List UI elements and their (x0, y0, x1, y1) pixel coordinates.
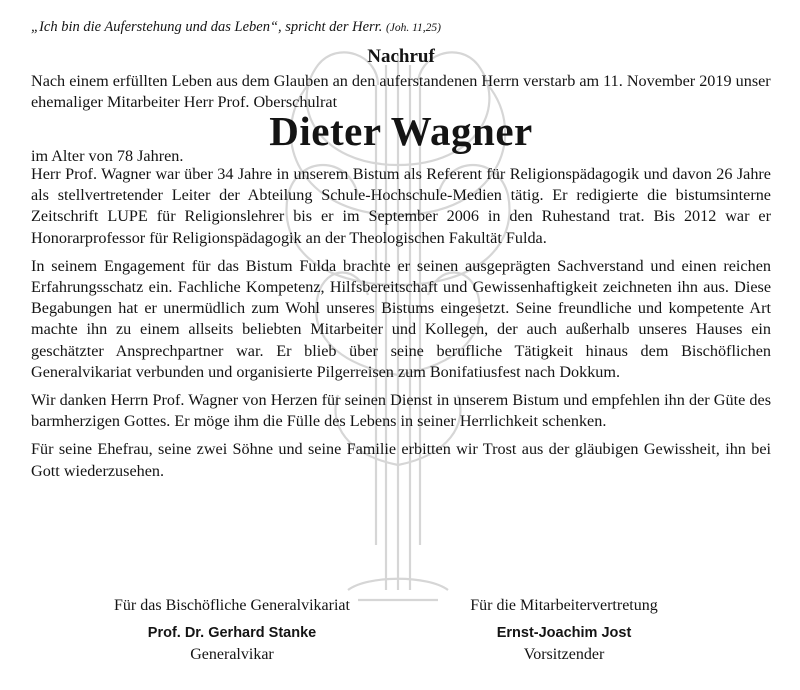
signature-right-org: Für die Mitarbeitervertretung (470, 597, 658, 614)
signature-left (52, 595, 412, 666)
paragraph-condolence: Für seine Ehefrau, seine zwei Söhne und seine Familie erbitten wir Trost aus der gläubigen Gewissheit, ihn bei Gott wiederzusehen. (31, 440, 771, 480)
intro-text: Nach einem erfüllten Leben aus dem Glauben an den auferstandenen Herrn verstarb am 11. November 2019 unser ehemaliger Mitarbeiter Herr Prof. Oberschulrat (31, 72, 771, 111)
age-text: im Alter von 78 Jahren. (31, 147, 184, 165)
paragraph-engagement: In seinem Engagement für das Bistum Fulda brachte er seinen ausgeprägten Sachverstand und einen reichen Erfahrungsschatz ein. Fachliche Kompetenz, Hilfsbereitschaft und Gewissenhaftigkeit zeichneten ihn aus. Diese Begabungen hat er unermüdlich zum Wohl unseres Bistums eingesetzt. Seine freundliche und kompetente Art machte ihn zu einem allseits beliebten Mitarbeiter und Kollegen, der auch außerhalb unseres Hauses ein geschätzter Ansprechpartner war. Er blieb über seine berufliche Tätigkeit hinaus dem Bischöflichen Generalvikariat verbunden und organisierte Pilgerreisen zum Bonifatiusfest nach Dokkum. (31, 256, 771, 381)
paragraph-thanks: Wir danken Herrn Prof. Wagner von Herzen für seinen Dienst in unserem Bistum und empfehlen ihn der Güte des barmherzigen Gottes. Er möge ihm die Fülle des Lebens in seiner Herrlichkeit schenken. (31, 391, 771, 431)
verse-reference: (Joh. 11,25) (385, 22, 442, 34)
signature-left-name: Prof. Dr. Gerhard Stanke (147, 625, 317, 641)
deceased-name: Dieter Wagner (269, 108, 533, 154)
signature-right (384, 595, 744, 666)
signature-right-name: Ernst-Joachim Jost (496, 625, 632, 641)
name-block (31, 108, 771, 165)
paragraph-career: Herr Prof. Wagner war über 34 Jahre in unserem Bistum als Referent für Religionspädagogik und davon 26 Jahre als stellvertretender Leiter der Abteilung Schule-Hochschule-Medien tätig. Er redigierte die bistumsinterne Zeitschrift LUPE für Religionslehrer bis er im September 2006 in den Ruhestand trat. Bis 2012 war er Honorarprofessor für Religionspädagogik an der Theologischen Fakultät Fulda. (31, 165, 771, 247)
obituary-text (31, 17, 771, 489)
verse-text: „Ich bin die Auferstehung und das Leben“, spricht der Herr. (31, 19, 383, 35)
signature-left-role: Generalvikar (190, 646, 274, 663)
bible-verse (31, 17, 771, 38)
signature-right-role: Vorsitzender (523, 646, 605, 663)
signature-left-org: Für das Bischöfliche Generalvikariat (114, 597, 350, 614)
notice-heading: Nachruf (367, 46, 435, 67)
